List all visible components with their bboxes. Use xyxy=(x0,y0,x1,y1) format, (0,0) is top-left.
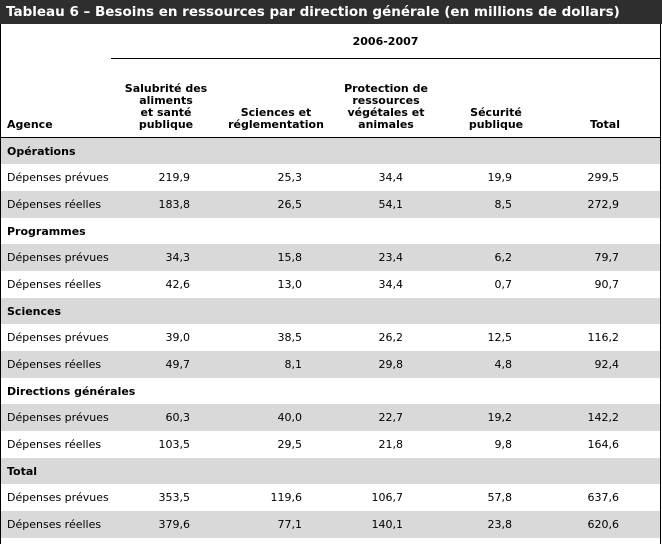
cell-value: 34,3 xyxy=(111,244,221,271)
table-row xyxy=(1,351,660,378)
cell-value: 34,4 xyxy=(378,171,403,184)
cell-value: 38,5 xyxy=(277,331,302,344)
cell-value: 299,5 xyxy=(587,171,620,184)
table-title: Tableau 6 – Besoins en ressources par direction générale (en millions de dollars) xyxy=(0,0,662,24)
cell-value: 49,7 xyxy=(111,351,221,378)
cell-value: 29,8 xyxy=(331,351,441,378)
cell-value: 22,7 xyxy=(331,404,441,431)
cell-value: 119,6 xyxy=(270,491,302,504)
table-row xyxy=(1,404,660,431)
header-line: Salubrité des xyxy=(124,82,208,95)
section-row xyxy=(1,138,660,165)
column-header-food-safety xyxy=(111,59,221,138)
section-label: Programmes xyxy=(7,224,86,238)
cell-value: 6,2 xyxy=(441,244,551,271)
header-line: publique xyxy=(138,118,194,131)
row-label: Dépenses réelles xyxy=(7,438,102,451)
cell-value: 39,0 xyxy=(165,331,190,344)
column-header-row xyxy=(1,59,660,138)
row-label: Dépenses réelles xyxy=(1,191,111,218)
table-row xyxy=(1,511,660,538)
table-row xyxy=(1,484,660,511)
cell-value: 23,4 xyxy=(331,244,441,271)
section-row xyxy=(1,378,660,404)
cell-value: 42,6 xyxy=(165,278,190,291)
cell-value: 0,7 xyxy=(494,278,512,291)
cell-value: 40,0 xyxy=(221,404,331,431)
cell-value: 12,5 xyxy=(487,331,512,344)
cell-value: 140,1 xyxy=(331,511,441,538)
row-label: Dépenses prévues xyxy=(7,491,109,504)
section-label: Directions générales xyxy=(7,384,136,398)
header-line: animales xyxy=(358,118,414,131)
section-row xyxy=(1,218,660,244)
cell-value: 637,6 xyxy=(587,491,620,504)
cell-value: 34,4 xyxy=(378,278,403,291)
cell-value: 90,7 xyxy=(594,278,620,291)
row-label: Dépenses réelles xyxy=(7,278,102,291)
header-line: végétales et xyxy=(347,106,425,119)
cell-value: 29,5 xyxy=(277,438,302,451)
section-row xyxy=(1,458,660,484)
column-header-security xyxy=(441,59,551,138)
cell-value: 103,5 xyxy=(158,438,190,451)
header-line: ressources xyxy=(352,94,420,107)
section-label: Opérations xyxy=(1,138,660,165)
cell-value: 25,3 xyxy=(277,171,302,184)
header-line: et santé xyxy=(140,106,192,119)
header-line: Protection de xyxy=(344,82,428,95)
row-label: Dépenses prévues xyxy=(7,171,109,184)
cell-value: 13,0 xyxy=(277,278,302,291)
cell-value: 57,8 xyxy=(487,491,512,504)
cell-value: 272,9 xyxy=(551,191,660,218)
table-row xyxy=(1,164,660,191)
column-header-agency: Agence xyxy=(1,59,111,138)
table-row xyxy=(1,244,660,271)
cell-value: 21,8 xyxy=(378,438,403,451)
cell-value: 379,6 xyxy=(111,511,221,538)
column-header-protection xyxy=(331,59,441,138)
row-label: Dépenses prévues xyxy=(7,331,109,344)
table-row xyxy=(1,431,660,458)
header-line: aliments xyxy=(139,94,193,107)
header-line: Sciences et xyxy=(240,106,312,119)
header-line: publique xyxy=(468,118,524,131)
cell-value: 116,2 xyxy=(587,331,620,344)
cell-value: 77,1 xyxy=(221,511,331,538)
cell-value: 8,1 xyxy=(221,351,331,378)
cell-value: 4,8 xyxy=(441,351,551,378)
period-header-row xyxy=(1,24,660,59)
cell-value: 164,6 xyxy=(587,438,620,451)
cell-value: 60,3 xyxy=(111,404,221,431)
row-label: Dépenses prévues xyxy=(1,404,111,431)
cell-value: 142,2 xyxy=(551,404,660,431)
cell-value: 26,5 xyxy=(221,191,331,218)
section-row xyxy=(1,298,660,324)
cell-value: 26,2 xyxy=(378,331,403,344)
row-label: Dépenses réelles xyxy=(1,351,111,378)
column-header-total: Total xyxy=(551,59,660,138)
cell-value: 79,7 xyxy=(551,244,660,271)
cell-value: 106,7 xyxy=(371,491,403,504)
section-label: Total xyxy=(1,458,660,484)
cell-value: 15,8 xyxy=(221,244,331,271)
cell-value: 54,1 xyxy=(331,191,441,218)
cell-value: 219,9 xyxy=(158,171,190,184)
period-label: 2006-2007 xyxy=(111,24,660,59)
cell-value: 183,8 xyxy=(111,191,221,218)
cell-value: 9,8 xyxy=(494,438,512,451)
header-line: réglementation xyxy=(228,118,324,131)
cell-value: 19,2 xyxy=(441,404,551,431)
cell-value: 353,5 xyxy=(158,491,190,504)
header-line: Sécurité xyxy=(470,106,522,119)
section-label: Sciences xyxy=(1,298,660,324)
column-header-science xyxy=(221,59,331,138)
cell-value: 23,8 xyxy=(441,511,551,538)
row-label: Dépenses prévues xyxy=(1,244,111,271)
table-row xyxy=(1,271,660,298)
period-blank-cell xyxy=(1,24,111,59)
cell-value: 92,4 xyxy=(551,351,660,378)
row-label: Dépenses réelles xyxy=(1,511,111,538)
cell-value: 19,9 xyxy=(487,171,512,184)
table-row xyxy=(1,191,660,218)
table-row xyxy=(1,324,660,351)
resource-table xyxy=(1,24,660,538)
cell-value: 8,5 xyxy=(441,191,551,218)
cell-value: 620,6 xyxy=(551,511,660,538)
